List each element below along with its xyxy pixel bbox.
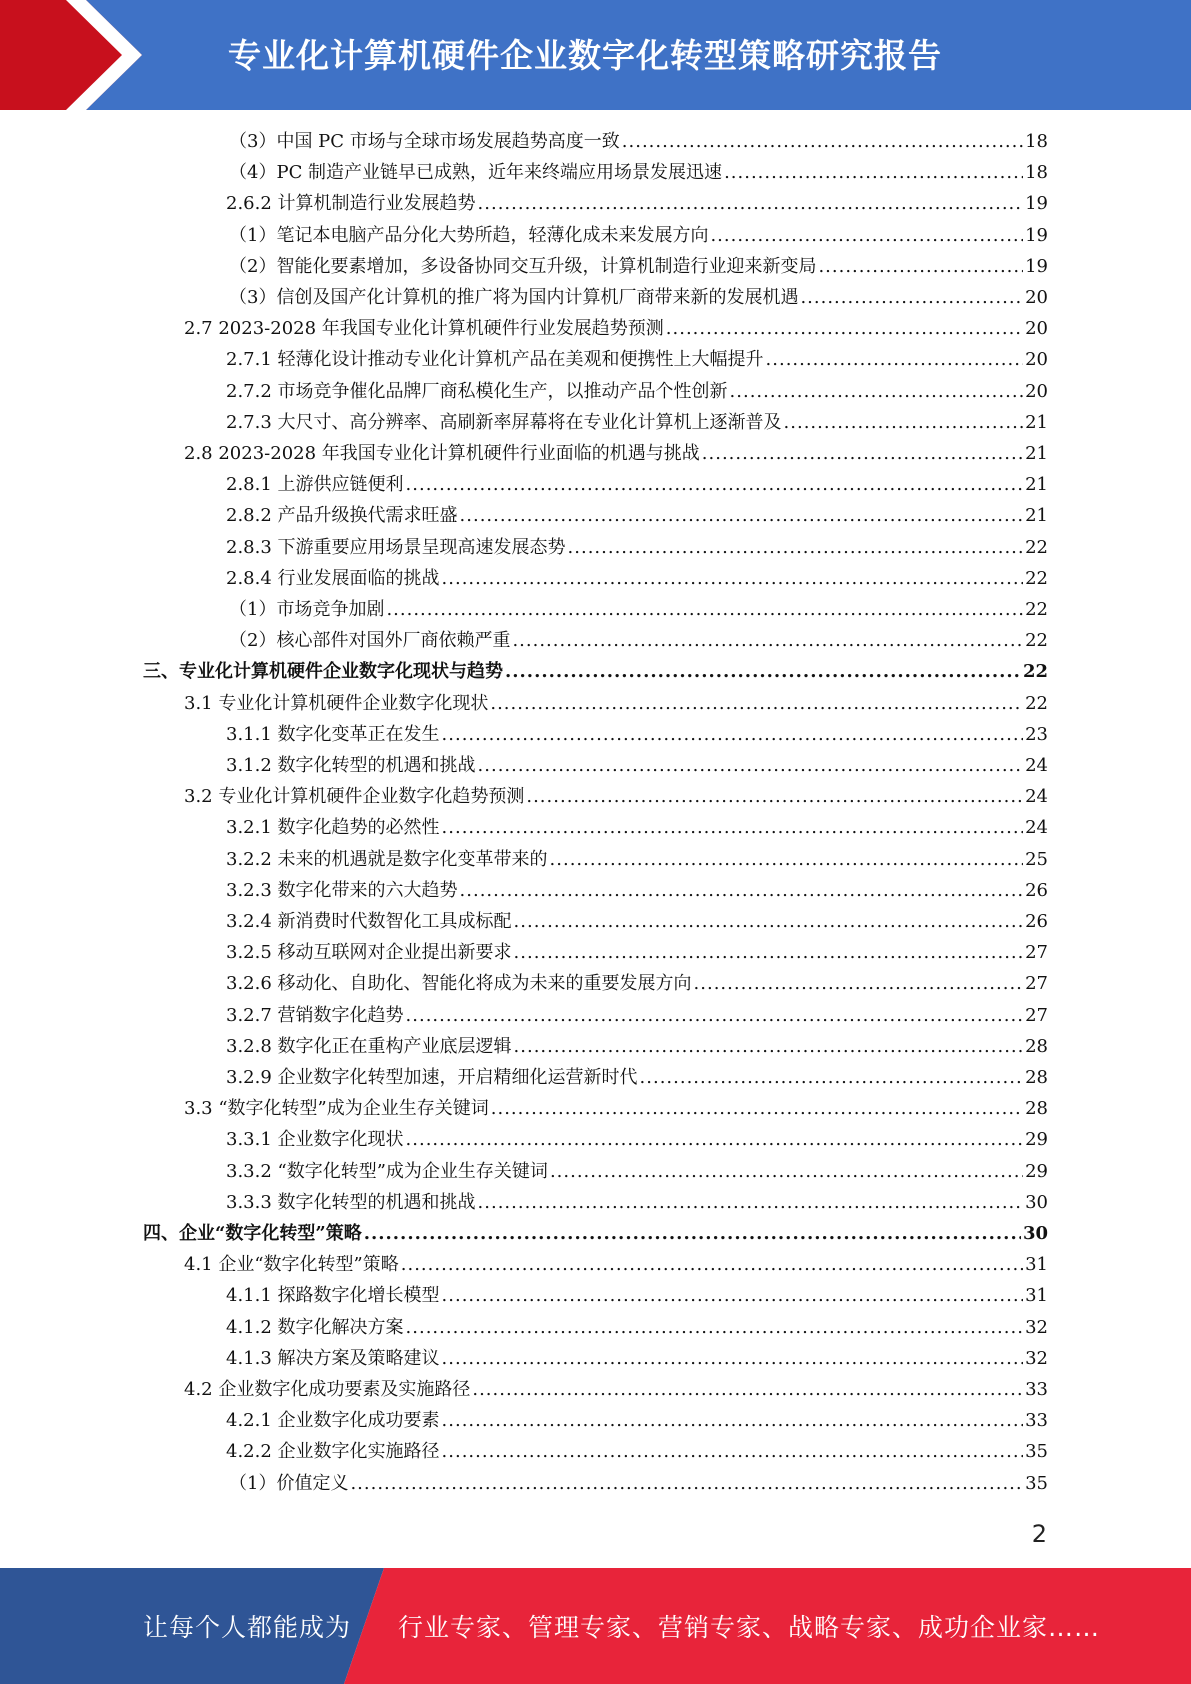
toc-entry-title: 4.1 企业“数字化转型”策略	[184, 1254, 399, 1276]
toc-entry-title: （4）PC 制造产业链早已成熟，近年来终端应用场景发展迅速	[229, 162, 723, 184]
toc-entry-page: 21	[1025, 505, 1048, 527]
toc-entry-page: 26	[1025, 879, 1048, 901]
toc-entry-page: 25	[1025, 848, 1048, 870]
toc-entry[interactable]	[226, 1187, 1048, 1218]
toc-dot-leader	[730, 376, 1024, 407]
toc-dot-leader	[442, 563, 1024, 594]
toc-entry-title: 2.7.1 轻薄化设计推动专业化计算机产品在美观和便携性上大幅提升	[226, 349, 764, 371]
toc-dot-leader	[702, 438, 1023, 469]
toc-entry-page: 33	[1025, 1379, 1048, 1400]
toc-entry-title: 2.8.1 上游供应链便利	[226, 474, 404, 496]
toc-entry-page: 21	[1025, 411, 1048, 433]
toc-dot-leader	[514, 1031, 1024, 1062]
toc-entry-page: 29	[1025, 1160, 1048, 1182]
toc-entry-page: 28	[1025, 1035, 1048, 1057]
toc-entry[interactable]	[226, 563, 1048, 594]
toc-dot-leader	[364, 1218, 1021, 1249]
toc-dot-leader	[550, 844, 1024, 875]
toc-entry[interactable]	[229, 126, 1048, 157]
toc-entry-title: 3.1.2 数字化转型的机遇和挑战	[226, 755, 476, 776]
toc-entry[interactable]	[226, 844, 1048, 875]
toc-entry[interactable]	[226, 469, 1048, 500]
toc-entry-page: 28	[1025, 1098, 1048, 1120]
toc-entry[interactable]	[184, 313, 1048, 344]
toc-entry-page: 27	[1025, 973, 1048, 995]
toc-dot-leader	[800, 282, 1023, 313]
toc-entry-page: 22	[1025, 692, 1048, 714]
toc-dot-leader	[460, 875, 1024, 906]
toc-entry[interactable]	[226, 1436, 1048, 1467]
toc-entry-page: 31	[1025, 1254, 1048, 1276]
toc-dot-leader	[406, 1124, 1024, 1155]
toc-entry-title: 2.7.3 大尺寸、高分辨率、高刷新率屏幕将在专业化计算机上逐渐普及	[226, 411, 782, 433]
toc-entry[interactable]	[226, 1405, 1048, 1436]
toc-entry[interactable]	[226, 1031, 1048, 1062]
toc-entry-title: 四、企业“数字化转型”策略	[143, 1223, 362, 1244]
toc-entry-page: 32	[1025, 1316, 1048, 1338]
toc-entry-page: 19	[1025, 255, 1048, 277]
toc-dot-leader	[490, 688, 1023, 719]
toc-entry-title: 3.2.7 营销数字化趋势	[226, 1004, 404, 1026]
toc-entry-page: 22	[1025, 630, 1048, 652]
toc-entry-page: 22	[1025, 599, 1048, 620]
toc-entry-title: 3.2.6 移动化、自助化、智能化将成为未来的重要发展方向	[226, 973, 692, 995]
toc-entry[interactable]	[226, 937, 1048, 968]
toc-dot-leader	[724, 157, 1023, 188]
toc-entry-page: 20	[1025, 380, 1048, 402]
toc-dot-leader	[478, 188, 1024, 219]
toc-entry[interactable]	[226, 812, 1048, 843]
toc-entry[interactable]	[229, 157, 1048, 188]
toc-entry-page: 18	[1025, 162, 1048, 184]
toc-entry-page: 24	[1025, 755, 1048, 776]
toc-entry-title: 3.2.2 未来的机遇就是数字化变革带来的	[226, 848, 548, 870]
toc-dot-leader	[442, 1436, 1024, 1467]
toc-entry[interactable]	[143, 1218, 1048, 1249]
footer-slogan-right: 行业专家、管理专家、营销专家、战略专家、成功企业家……	[398, 1613, 1101, 1642]
toc-entry-title: 2.8.4 行业发展面临的挑战	[226, 567, 440, 589]
toc-entry-title: 2.7.2 市场竞争催化品牌厂商私模化生产，以推动产品个性创新	[226, 380, 728, 402]
toc-entry[interactable]	[226, 376, 1048, 407]
toc-entry-title: （2）智能化要素增加，多设备协同交互升级，计算机制造行业迎来新变局	[229, 255, 817, 277]
page-number: 2	[1031, 1520, 1047, 1548]
toc-entry-title: 2.7 2023-2028 年我国专业化计算机硬件行业发展趋势预测	[184, 318, 664, 340]
toc-dot-leader	[406, 1000, 1024, 1031]
toc-entry-page: 19	[1025, 224, 1048, 246]
toc-dot-leader	[550, 1156, 1023, 1187]
toc-entry-title: （3）中国 PC 市场与全球市场发展趋势高度一致	[229, 131, 620, 152]
toc-dot-leader	[710, 220, 1023, 251]
toc-entry-title: 3.2.4 新消费时代数智化工具成标配	[226, 911, 512, 932]
toc-dot-leader	[784, 407, 1024, 438]
toc-entry-title: 4.1.3 解决方案及策略建议	[226, 1347, 440, 1369]
toc-entry-title: 三、专业化计算机硬件企业数字化现状与趋势	[143, 661, 503, 683]
toc-entry-title: 3.2 专业化计算机硬件企业数字化趋势预测	[184, 786, 525, 808]
toc-dot-leader	[514, 906, 1024, 937]
toc-dot-leader	[386, 594, 1023, 625]
toc-dot-leader	[818, 251, 1023, 282]
toc-entry[interactable]	[226, 1156, 1048, 1187]
toc-entry[interactable]	[226, 344, 1048, 375]
toc-entry[interactable]	[226, 188, 1048, 219]
toc-entry[interactable]	[184, 1093, 1048, 1124]
toc-entry-page: 26	[1025, 911, 1048, 932]
toc-entry[interactable]	[226, 875, 1048, 906]
toc-entry[interactable]	[226, 719, 1048, 750]
toc-entry-title: （1）笔记本电脑产品分化大势所趋，轻薄化成未来发展方向	[229, 224, 709, 246]
toc-entry[interactable]	[229, 220, 1048, 251]
toc-entry[interactable]	[184, 781, 1048, 812]
toc-entry[interactable]	[229, 594, 1048, 625]
toc-entry-page: 22	[1025, 567, 1048, 589]
toc-entry[interactable]	[184, 688, 1048, 719]
toc-dot-leader	[478, 750, 1024, 781]
toc-entry-title: 4.1.1 探路数字化增长模型	[226, 1285, 440, 1307]
toc-entry[interactable]	[226, 532, 1048, 563]
toc-dot-leader	[568, 532, 1024, 563]
toc-entry-title: （1）价值定义	[229, 1472, 349, 1494]
toc-entry[interactable]	[226, 1062, 1048, 1093]
toc-dot-leader	[505, 656, 1021, 687]
toc-dot-leader	[442, 719, 1024, 750]
toc-dot-leader	[460, 500, 1024, 531]
toc-entry-page: 22	[1025, 536, 1048, 558]
toc-dot-leader	[472, 1374, 1023, 1405]
toc-entry-title: （2）核心部件对国外厂商依赖严重	[229, 630, 511, 652]
toc-dot-leader	[350, 1468, 1023, 1499]
toc-entry-title: 3.3.2 “数字化转型”成为企业生存关键词	[226, 1160, 548, 1182]
toc-entry[interactable]	[229, 282, 1048, 313]
toc-entry-page: 35	[1025, 1472, 1048, 1494]
toc-entry-title: 2.6.2 计算机制造行业发展趋势	[226, 193, 476, 215]
toc-entry[interactable]	[229, 625, 1048, 656]
toc-dot-leader	[622, 126, 1023, 157]
footer-slogan-left: 让每个人都能成为	[143, 1613, 352, 1642]
toc-dot-leader	[401, 1249, 1023, 1280]
toc-dot-leader	[442, 1280, 1024, 1311]
toc-entry-title: 3.2.3 数字化带来的六大趋势	[226, 879, 458, 901]
toc-entry[interactable]	[226, 1124, 1048, 1155]
toc-entry-title: 3.2.1 数字化趋势的必然性	[226, 817, 440, 839]
toc-entry-page: 21	[1025, 474, 1048, 496]
toc-entry-title: 3.3 “数字化转型”成为企业生存关键词	[184, 1098, 489, 1120]
toc-dot-leader	[512, 625, 1023, 656]
toc-entry-page: 19	[1025, 193, 1048, 215]
toc-entry-page: 21	[1025, 443, 1048, 464]
toc-entry-page: 30	[1022, 1223, 1048, 1244]
report-title: 专业化计算机硬件企业数字化转型策略研究报告	[228, 36, 942, 75]
toc-entry-page: 35	[1025, 1441, 1048, 1463]
toc-entry[interactable]	[226, 968, 1048, 999]
page-header	[0, 0, 1191, 110]
toc-entry[interactable]	[226, 1343, 1048, 1374]
toc-entry[interactable]	[226, 407, 1048, 438]
toc-dot-leader	[442, 812, 1024, 843]
toc-dot-leader	[442, 1343, 1024, 1374]
toc-entry[interactable]	[226, 750, 1048, 781]
toc-entry-title: 3.3.1 企业数字化现状	[226, 1129, 404, 1151]
toc-dot-leader	[406, 1312, 1024, 1343]
toc-entry-page: 30	[1025, 1191, 1048, 1213]
toc-dot-leader	[666, 313, 1023, 344]
toc-dot-leader	[640, 1062, 1024, 1093]
toc-entry-title: 3.2.5 移动互联网对企业提出新要求	[226, 942, 512, 964]
toc-entry-title: 3.3.3 数字化转型的机遇和挑战	[226, 1191, 476, 1213]
toc-entry-page: 20	[1025, 287, 1048, 308]
toc-dot-leader	[694, 968, 1024, 999]
toc-entry-page: 24	[1025, 786, 1048, 808]
toc-dot-leader	[406, 469, 1024, 500]
toc-dot-leader	[491, 1093, 1023, 1124]
toc-entry-title: 2.8.2 产品升级换代需求旺盛	[226, 505, 458, 527]
toc-entry[interactable]	[226, 1280, 1048, 1311]
toc-entry-page: 23	[1025, 723, 1048, 745]
toc-entry-page: 33	[1025, 1410, 1048, 1432]
toc-entry[interactable]	[184, 438, 1048, 469]
header-red-arrow	[0, 0, 150, 110]
toc-entry[interactable]	[229, 251, 1048, 282]
toc-entry-page: 29	[1025, 1129, 1048, 1151]
toc-entry-title: 3.2.9 企业数字化转型加速，开启精细化运营新时代	[226, 1067, 638, 1088]
toc-entry-page: 32	[1025, 1347, 1048, 1369]
toc-entry[interactable]	[184, 1249, 1048, 1280]
toc-entry-page: 18	[1025, 131, 1048, 152]
page-footer	[0, 1568, 1191, 1684]
toc-entry-page: 24	[1025, 817, 1048, 839]
toc-entry-title: （3）信创及国产化计算机的推广将为国内计算机厂商带来新的发展机遇	[229, 287, 799, 308]
toc-dot-leader	[514, 937, 1024, 968]
toc-entry-title: 3.1.1 数字化变革正在发生	[226, 723, 440, 745]
toc-entry-title: 4.1.2 数字化解决方案	[226, 1316, 404, 1338]
toc-entry-title: 3.1 专业化计算机硬件企业数字化现状	[184, 692, 489, 714]
toc-entry[interactable]	[229, 1468, 1048, 1499]
toc-entry-page: 31	[1025, 1285, 1048, 1307]
toc-entry[interactable]	[184, 1374, 1048, 1405]
toc-entry-page: 28	[1025, 1067, 1048, 1088]
toc-entry-title: （1）市场竞争加剧	[229, 599, 385, 620]
toc-entry-page: 20	[1025, 318, 1048, 340]
toc-entry-title: 4.2 企业数字化成功要素及实施路径	[184, 1379, 471, 1400]
toc-entry[interactable]	[226, 1000, 1048, 1031]
toc-entry-title: 2.8 2023-2028 年我国专业化计算机硬件行业面临的机遇与挑战	[184, 443, 700, 464]
toc-entry-page: 27	[1025, 1004, 1048, 1026]
toc-entry[interactable]	[143, 656, 1048, 687]
toc-entry[interactable]	[226, 500, 1048, 531]
toc-dot-leader	[766, 344, 1024, 375]
toc-entry-page: 22	[1022, 661, 1048, 683]
toc-dot-leader	[478, 1187, 1024, 1218]
toc-entry[interactable]	[226, 906, 1048, 937]
toc-entry-title: 3.2.8 数字化正在重构产业底层逻辑	[226, 1035, 512, 1057]
toc-entry-title: 4.2.1 企业数字化成功要素	[226, 1410, 440, 1432]
toc-entry-page: 20	[1025, 349, 1048, 371]
toc-entry-title: 4.2.2 企业数字化实施路径	[226, 1441, 440, 1463]
toc-entry-page: 27	[1025, 942, 1048, 964]
toc-dot-leader	[442, 1405, 1024, 1436]
toc-dot-leader	[526, 781, 1023, 812]
toc-entry[interactable]	[226, 1312, 1048, 1343]
toc-entry-title: 2.8.3 下游重要应用场景呈现高速发展态势	[226, 536, 566, 558]
